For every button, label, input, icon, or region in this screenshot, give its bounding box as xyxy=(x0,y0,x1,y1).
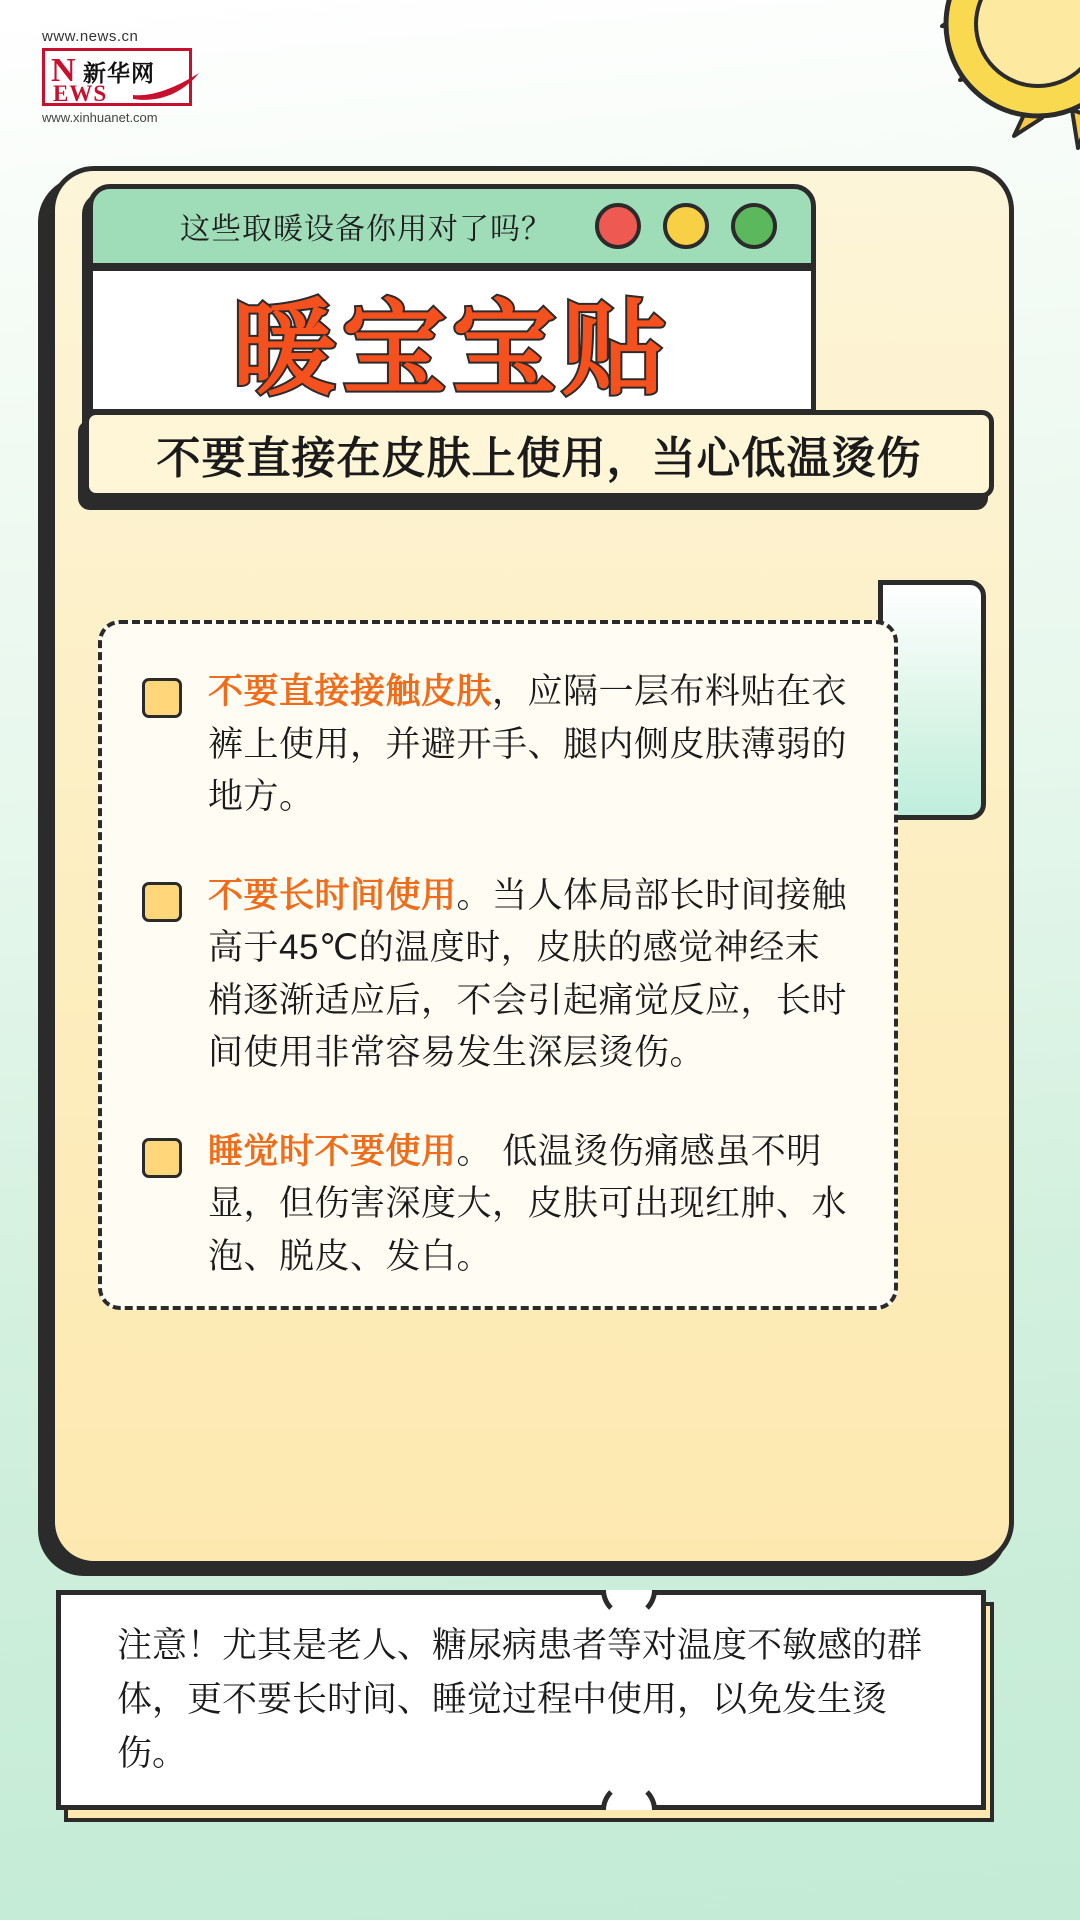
subtitle-text: 不要直接在皮肤上使用，当心低温烫伤 xyxy=(156,434,922,483)
close-dot-icon[interactable] xyxy=(595,203,641,249)
logo-letter-n: N xyxy=(51,52,76,89)
minimize-dot-icon[interactable] xyxy=(663,203,709,249)
list-item-highlight: 不要长时间使用 xyxy=(208,875,457,915)
note-notch-bottom xyxy=(601,1782,657,1810)
xinhua-logo[interactable] xyxy=(42,28,212,128)
note-notch-top xyxy=(601,1590,657,1618)
window-titlebar xyxy=(88,184,816,268)
page-title: 暖宝宝贴 xyxy=(231,292,672,408)
title-panel xyxy=(88,266,816,414)
logo-letters-ews: EWS xyxy=(53,81,108,106)
logo-url-top: www.news.cn xyxy=(42,28,139,45)
swoosh-icon xyxy=(131,71,201,101)
logo-box xyxy=(42,48,192,106)
list-item-rest: 。 低温烫伤痛感虽不明显，但伤害深度大，皮肤可出现红肿、水泡、脱皮、发白。 xyxy=(208,1131,848,1276)
list-item-highlight: 不要直接接触皮肤 xyxy=(208,672,493,711)
list-item-highlight: 睡觉时不要使用 xyxy=(208,1131,457,1171)
subtitle-banner xyxy=(84,410,994,498)
note-box xyxy=(56,1590,986,1810)
list-item xyxy=(142,666,854,824)
window-controls xyxy=(595,203,811,249)
tips-list xyxy=(98,620,898,1310)
bullet-square-icon xyxy=(142,678,182,718)
list-item-rest: 。当人体局部长时间接触高于45℃的温度时，皮肤的感觉神经末梢逐渐适应后，不会引起痛觉反应，长时间使用非常容易发生深层烫伤。 xyxy=(208,875,848,1072)
bullet-square-icon xyxy=(142,1138,182,1178)
note-text: 注意！尤其是老人、糖尿病患者等对温度不敏感的群体，更不要长时间、睡觉过程中使用，以免发生烫伤。 xyxy=(117,1625,923,1774)
list-item xyxy=(142,1126,854,1284)
list-item-rest: ，应隔一层布料贴在衣裤上使用，并避开手、腿内侧皮肤薄弱的地方。 xyxy=(208,672,848,816)
list-item-text xyxy=(208,1126,854,1284)
list-item-text xyxy=(208,870,854,1080)
list-item xyxy=(142,870,854,1080)
list-item-text xyxy=(208,666,854,824)
window-title: 这些取暖设备你用对了吗？ xyxy=(180,213,552,246)
maximize-dot-icon[interactable] xyxy=(731,203,777,249)
bullet-square-icon xyxy=(142,882,182,922)
logo-url-bottom: www.xinhuanet.com xyxy=(42,110,158,125)
logo-brand-cn: 新华网 xyxy=(83,60,155,86)
